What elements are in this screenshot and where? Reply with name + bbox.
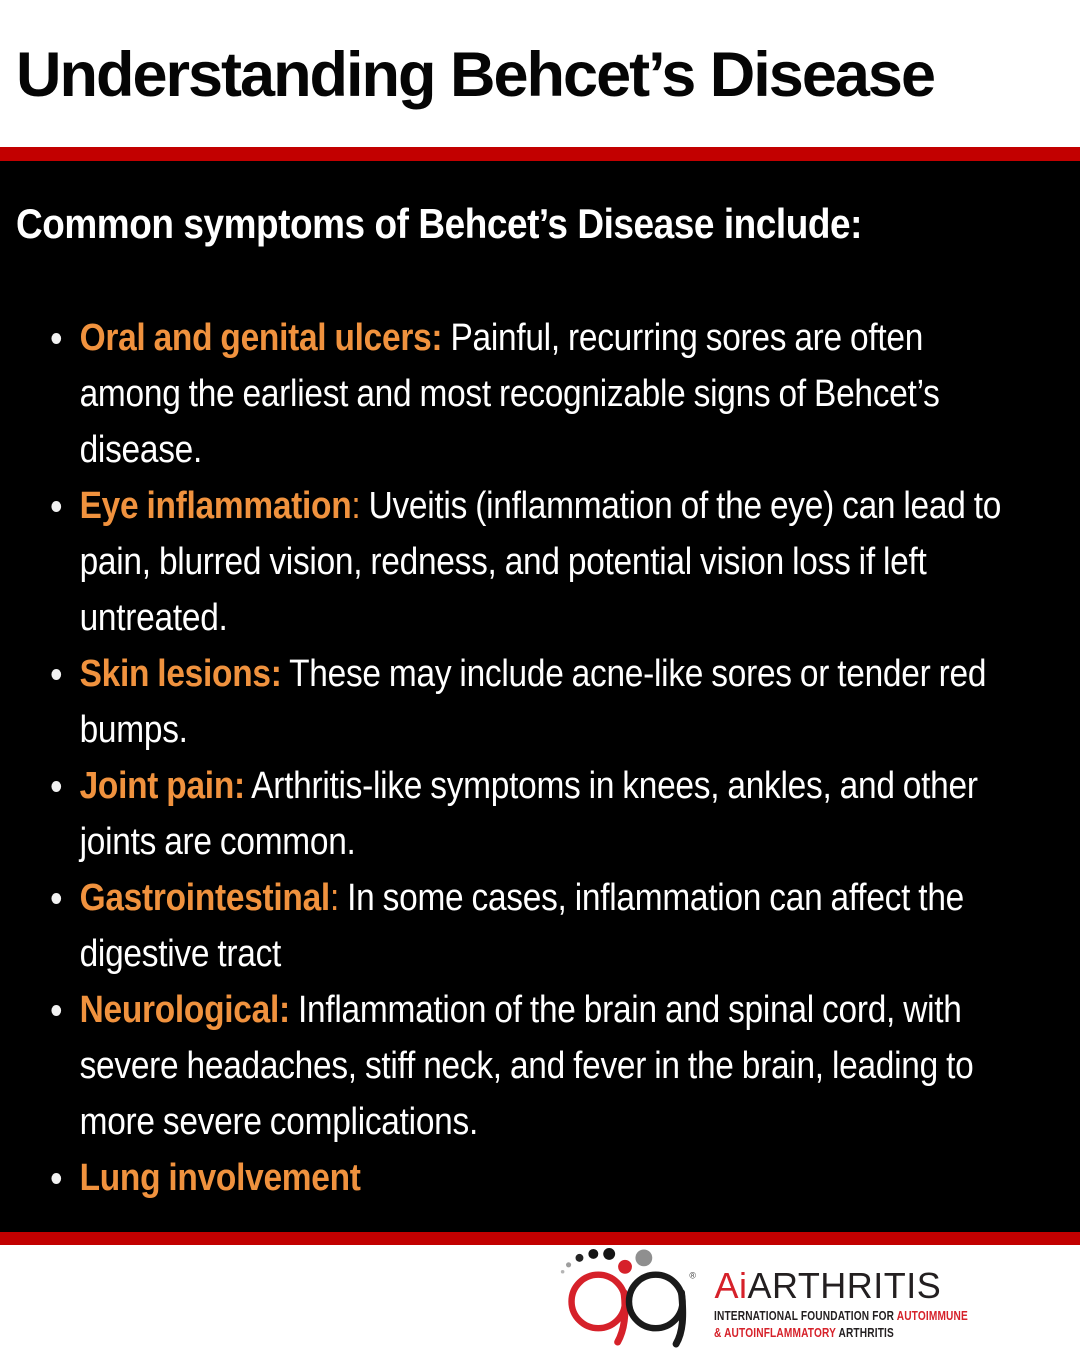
brand-arthritis: ARTHRITIS — [747, 1265, 942, 1306]
bottom-red-divider — [0, 1232, 1080, 1245]
symptom-label: Lung involvement — [79, 1157, 361, 1199]
symptom-colon: : — [329, 877, 339, 919]
symptom-label: Skin lesions: — [79, 653, 282, 695]
list-item — [18, 870, 1018, 982]
symptom-text: These may include acne-like sores or tender red bumps. — [79, 653, 987, 751]
symptom-text: Painful, recurring sores are often among the earliest and most recognizable signs of Behcet’s disease. — [79, 317, 940, 471]
top-red-divider — [0, 147, 1080, 161]
symptom-list — [18, 310, 1018, 1206]
symptom-label: Gastrointestinal — [79, 877, 330, 919]
section-heading: Common symptoms of Behcet’s Disease include: — [16, 200, 862, 247]
symptom-text: In some cases, inflammation can affect the digestive tract — [79, 877, 964, 975]
main-content — [0, 161, 1080, 1232]
bullet-dot-icon — [51, 669, 61, 680]
tagline-line2-red: & AUTOINFLAMMATORY — [714, 1325, 839, 1340]
aiarthritis-logo — [552, 1247, 1040, 1349]
tagline-line1-dark: INTERNATIONAL FOUNDATION FOR — [714, 1308, 898, 1323]
logo-text-block — [714, 1265, 1040, 1341]
brand-ai: Ai — [714, 1265, 748, 1306]
tagline-line2 — [714, 1324, 968, 1341]
list-item — [18, 758, 1018, 870]
page-title: Understanding Behcet’s Disease — [16, 40, 934, 110]
symptom-label: Neurological: — [79, 989, 290, 1031]
tagline-line2-dark: ARTHRITIS — [838, 1325, 895, 1340]
list-item — [18, 1150, 1018, 1206]
bullet-dot-icon — [51, 893, 61, 904]
header — [0, 0, 1080, 147]
symptom-text: Arthritis-like symptoms in knees, ankles, and other joints are common. — [79, 765, 978, 863]
list-item — [18, 310, 1018, 478]
tagline-line1-red: AUTOIMMUNE — [897, 1308, 969, 1323]
bullet-dot-icon — [51, 333, 61, 344]
aiarthritis-aa-logo-icon — [552, 1245, 704, 1349]
bullet-dot-icon — [51, 781, 61, 792]
bullet-dot-icon — [51, 1005, 61, 1016]
bullet-dot-icon — [51, 1173, 61, 1184]
list-item — [18, 646, 1018, 758]
symptom-text: Inflammation of the brain and spinal cord, with severe headaches, stiff neck, and fever in the brain, leading to more severe complications. — [79, 989, 974, 1143]
tagline-line1 — [714, 1307, 968, 1324]
footer — [0, 1245, 1080, 1350]
brand-name — [714, 1265, 1040, 1306]
symptom-colon: : — [351, 485, 361, 527]
symptom-label: Oral and genital ulcers: — [79, 317, 443, 359]
list-item — [18, 982, 1018, 1150]
registered-mark-icon: ® — [689, 1270, 697, 1281]
list-item — [18, 478, 1018, 646]
bullet-dot-icon — [51, 501, 61, 512]
symptom-text: Uveitis (inflammation of the eye) can lead to pain, blurred vision, redness, and potential vision loss if left untreated. — [79, 485, 1002, 639]
symptom-label: Eye inflammation — [79, 485, 352, 527]
symptom-label: Joint pain: — [79, 765, 245, 807]
